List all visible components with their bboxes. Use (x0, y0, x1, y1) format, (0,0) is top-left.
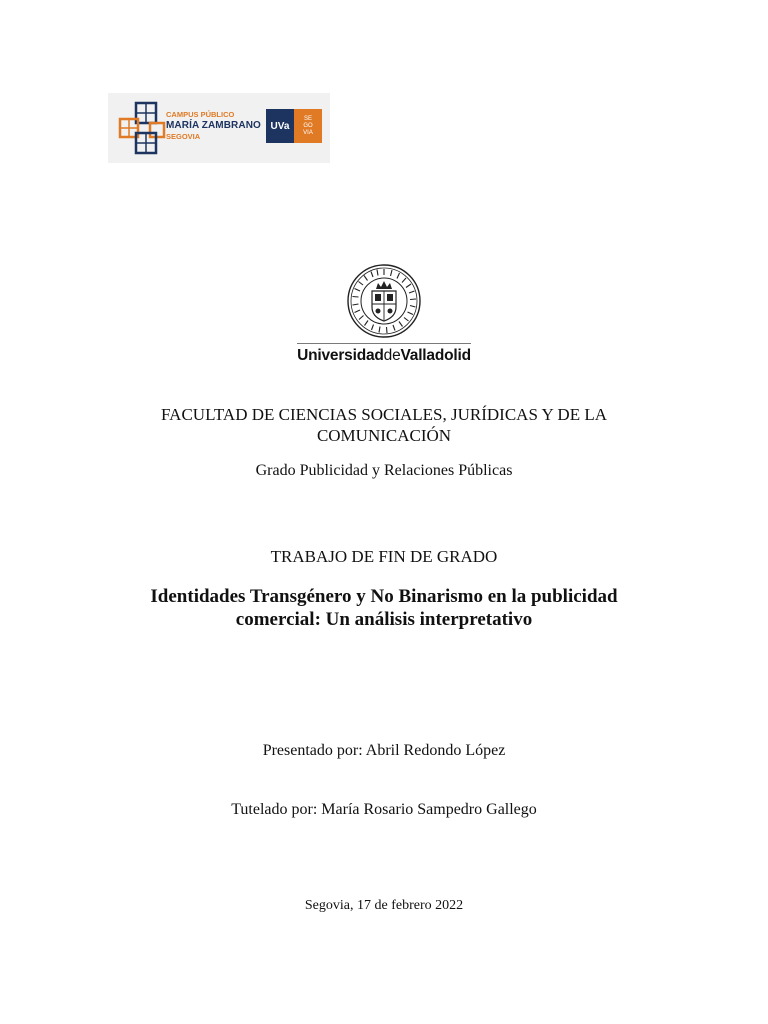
segovia-line-1: SE (303, 115, 312, 122)
segovia-line-2: GO (303, 122, 313, 129)
campus-line-1: CAMPUS PÚBLICO (166, 110, 235, 119)
thesis-title (100, 585, 668, 631)
document-type: TRABAJO DE FIN DE GRADO (270, 547, 498, 566)
university-seal-icon (346, 263, 422, 339)
thesis-title-line-2: comercial: Un análisis interpretativo (235, 609, 533, 630)
campus-maria-zambrano-logo (108, 93, 330, 163)
university-divider (297, 343, 471, 344)
thesis-title-line-1: Identidades Transgénero y No Binarismo en la publicidad (150, 586, 618, 607)
segovia-line-3: VIA (303, 129, 313, 136)
degree-name: Grado Publicidad y Relaciones Públicas (255, 462, 513, 479)
campus-text (166, 109, 266, 142)
faculty-name: FACULTAD DE CIENCIAS SOCIALES, JURÍDICAS Y DE LA COMUNICACIÓN (160, 405, 607, 445)
university-name (0, 347, 768, 365)
university-name-part-3: Valladolid (400, 347, 471, 364)
presented-by: Presentado por: Abril Redondo López (262, 742, 506, 759)
uva-label: UVa (270, 120, 290, 132)
campus-line-2: MARÍA ZAMBRANO (166, 120, 261, 131)
university-name-part-1: Universidad (297, 347, 384, 364)
campus-line-3: SEGOVIA (166, 132, 201, 141)
tutored-by: Tutelado por: María Rosario Sampedro Gallego (231, 801, 537, 818)
campus-grid-emblem (118, 101, 168, 157)
place-and-date: Segovia, 17 de febrero 2022 (304, 898, 464, 913)
uva-logo-box (266, 109, 294, 143)
university-name-part-2: de (383, 347, 401, 364)
segovia-logo-box (294, 109, 322, 143)
